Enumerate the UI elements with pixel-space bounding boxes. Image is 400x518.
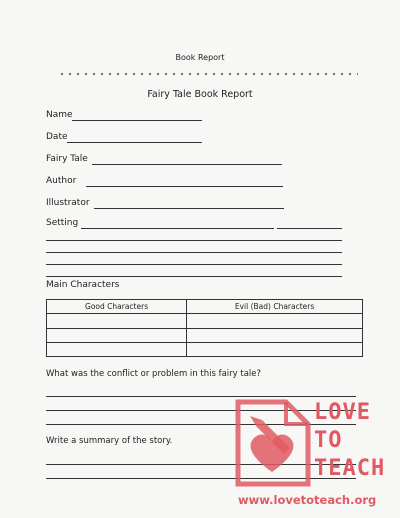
evil-character-cell[interactable] (187, 342, 363, 356)
table-header-row (47, 300, 363, 314)
name-label: Name (46, 110, 73, 120)
table-row (47, 314, 363, 328)
good-character-cell[interactable] (47, 328, 187, 342)
summary-question: Write a summary of the story. (46, 436, 173, 446)
good-characters-header: Good Characters (47, 300, 187, 314)
pencil-heart-logo-icon (232, 398, 312, 488)
illustrator-label: Illustrator (46, 198, 90, 208)
watermark-url: www.lovetoteach.org (238, 493, 377, 507)
watermark-word-love: LOVE (314, 400, 371, 425)
table-row (47, 328, 363, 342)
date-label: Date (46, 132, 68, 142)
evil-character-cell[interactable] (187, 328, 363, 342)
setting-line-4[interactable] (46, 264, 342, 265)
fairy-tale-line[interactable] (92, 164, 282, 165)
good-character-cell[interactable] (47, 314, 187, 328)
conflict-question: What was the conflict or problem in this fairy tale? (46, 369, 262, 379)
name-line[interactable] (72, 120, 202, 121)
watermark-word-to: TO (314, 428, 343, 453)
setting-line-1a[interactable] (81, 228, 274, 229)
evil-characters-header: Evil (Bad) Characters (187, 300, 363, 314)
setting-line-2[interactable] (46, 240, 342, 241)
setting-line-3[interactable] (46, 252, 342, 253)
date-line[interactable] (67, 142, 202, 143)
watermark-word-teach: TEACH (314, 456, 386, 481)
author-label: Author (46, 176, 77, 186)
good-character-cell[interactable] (47, 342, 187, 356)
setting-line-1b[interactable] (277, 228, 342, 229)
conflict-line-1[interactable] (46, 396, 356, 397)
evil-character-cell[interactable] (187, 314, 363, 328)
dotted-divider (58, 71, 358, 77)
table-row (47, 342, 363, 356)
worksheet-title: Fairy Tale Book Report (147, 89, 253, 100)
page-header: Book Report (175, 53, 225, 62)
author-line[interactable] (86, 186, 283, 187)
setting-line-5[interactable] (46, 276, 342, 277)
characters-table (46, 299, 363, 357)
fairy-tale-label: Fairy Tale (46, 154, 88, 164)
setting-label: Setting (46, 218, 79, 228)
illustrator-line[interactable] (94, 208, 284, 209)
love-to-teach-watermark (232, 398, 392, 513)
main-characters-label: Main Characters (46, 280, 120, 290)
